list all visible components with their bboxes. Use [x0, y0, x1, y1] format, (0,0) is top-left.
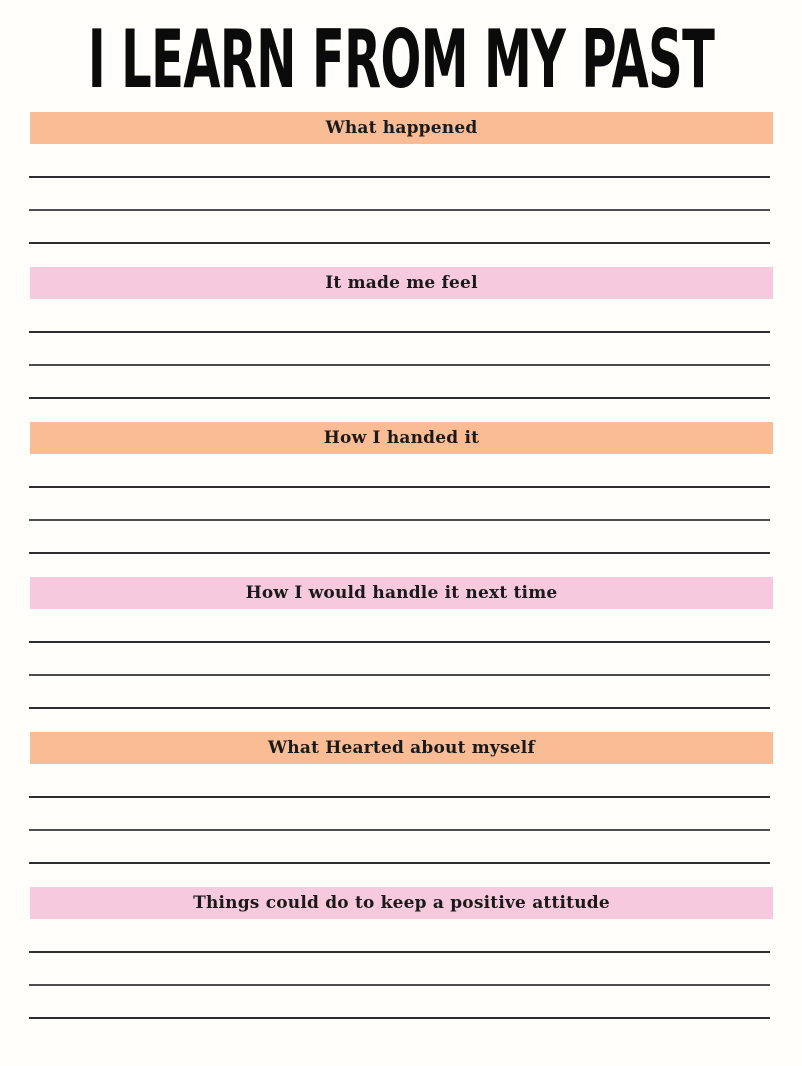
- writing-line: [29, 986, 770, 1019]
- section-header: What happened: [30, 112, 773, 144]
- writing-line: [29, 609, 770, 643]
- writing-line: [29, 676, 770, 709]
- writing-line: [29, 299, 770, 333]
- writing-line: [29, 144, 770, 178]
- section-lines: [29, 454, 770, 554]
- worksheet-section: [0, 267, 802, 399]
- writing-line: [29, 831, 770, 864]
- page-title: [0, 0, 802, 112]
- section-lines: [29, 919, 770, 1019]
- section-header: Things could do to keep a positive attitude: [30, 887, 773, 919]
- page-title-text: I LEARN FROM MY PAST: [87, 13, 715, 106]
- writing-line: [29, 643, 770, 676]
- writing-line: [29, 454, 770, 488]
- worksheet-section: [0, 732, 802, 864]
- section-lines: [29, 144, 770, 244]
- worksheet-section: [0, 887, 802, 1019]
- sections-container: [0, 112, 802, 1019]
- writing-line: [29, 953, 770, 986]
- writing-line: [29, 333, 770, 366]
- writing-line: [29, 488, 770, 521]
- writing-line: [29, 764, 770, 798]
- writing-line: [29, 211, 770, 244]
- writing-line: [29, 798, 770, 831]
- writing-line: [29, 366, 770, 399]
- section-header: How I would handle it next time: [30, 577, 773, 609]
- section-header: How I handed it: [30, 422, 773, 454]
- worksheet-section: [0, 422, 802, 554]
- worksheet-section: [0, 112, 802, 244]
- section-lines: [29, 299, 770, 399]
- section-header: It made me feel: [30, 267, 773, 299]
- writing-line: [29, 521, 770, 554]
- worksheet-section: [0, 577, 802, 709]
- section-header: What Hearted about myself: [30, 732, 773, 764]
- writing-line: [29, 919, 770, 953]
- section-lines: [29, 764, 770, 864]
- section-lines: [29, 609, 770, 709]
- writing-line: [29, 178, 770, 211]
